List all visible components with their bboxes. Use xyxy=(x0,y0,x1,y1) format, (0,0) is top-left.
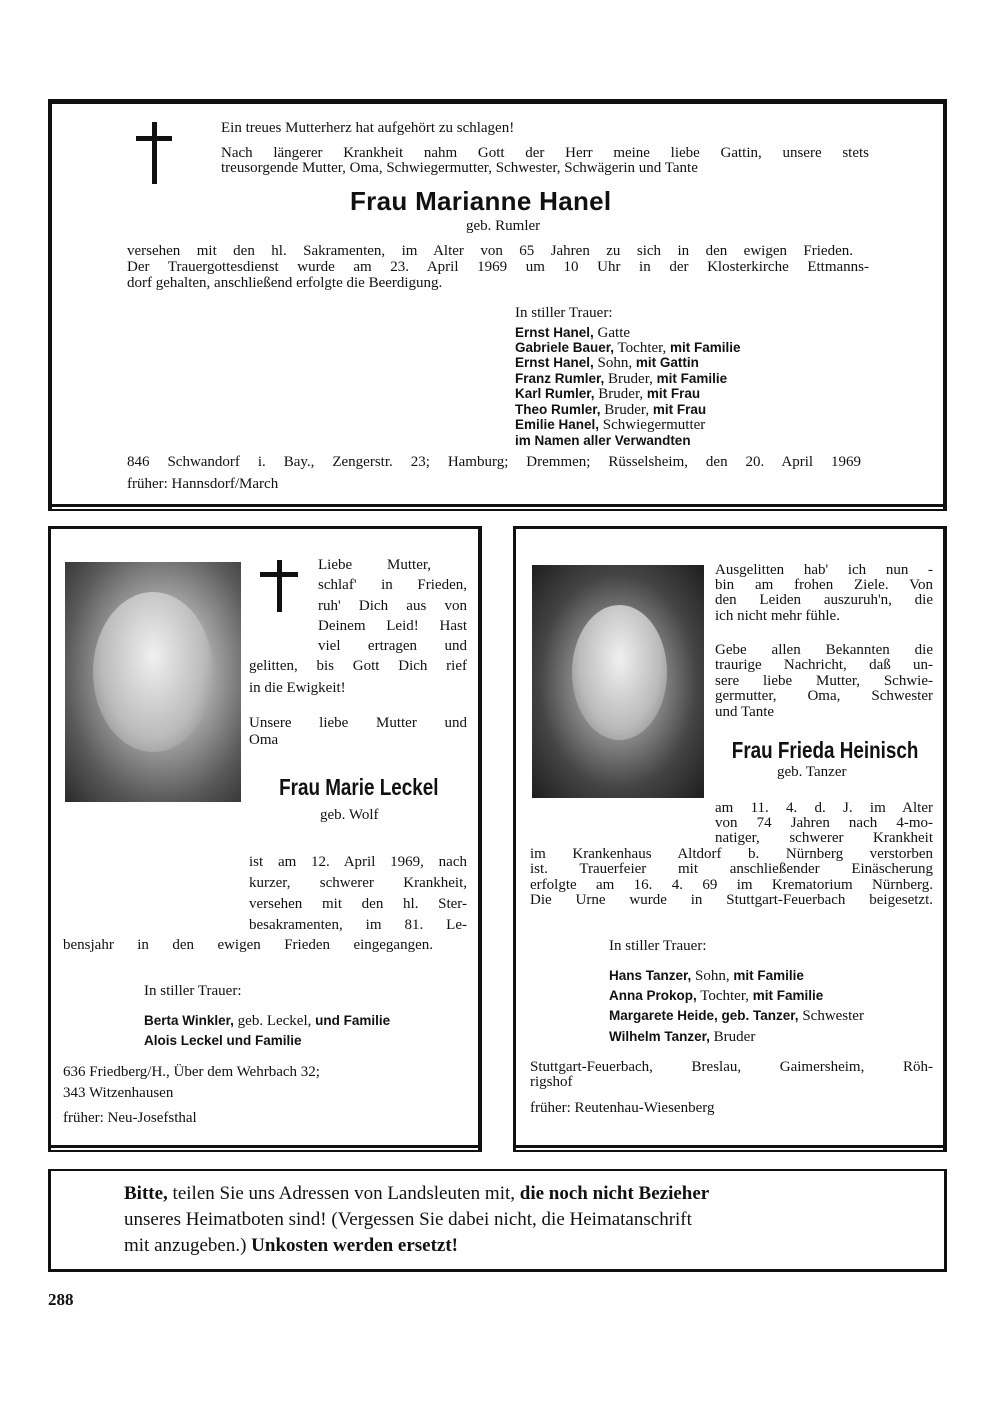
intro-line: Gebe allen Bekannten die xyxy=(715,642,933,658)
bottom-rule xyxy=(48,504,947,507)
mourner: Gabriele Bauer, Tochter, mit Familie xyxy=(515,340,741,356)
intro-line: sere liebe Mutter, Schwie- xyxy=(715,673,933,689)
deceased-name: Frau Frieda Heinisch xyxy=(731,737,919,763)
body-line: im Krankenhaus Altdorf b. Nürnberg verstorben xyxy=(530,846,933,862)
address: 636 Friedberg/H., Über dem Wehrbach 32; xyxy=(63,1064,320,1080)
mourner: Berta Winkler, geb. Leckel, und Familie xyxy=(144,1013,391,1029)
verse-line: den Leiden auszuruh'n, die xyxy=(715,592,933,608)
appeal-line: unseres Heimatboten sind! (Vergessen Sie dabei nicht, die Heimatanschrift xyxy=(124,1209,692,1230)
intro-line: traurige Nachricht, daß un- xyxy=(715,657,933,673)
body-line: besakramenten, im 81. Le- xyxy=(249,917,467,933)
body-line: erfolgte am 16. 4. 69 im Krematorium Nürnberg. xyxy=(530,877,933,893)
address: 846 Schwandorf i. Bay., Zengerstr. 23; Hamburg; Dremmen; Rüsselsheim, den 20. April 1969 xyxy=(127,454,861,470)
mourning-label: In stiller Trauer: xyxy=(515,305,613,321)
address: Stuttgart-Feuerbach, Breslau, Gaimersheim, Röh- xyxy=(530,1059,933,1075)
mourner: Ernst Hanel, Gatte xyxy=(515,325,631,341)
deceased-name: Frau Marianne Hanel xyxy=(350,186,612,216)
verse-line: Liebe Mutter, xyxy=(318,557,431,573)
formerly: früher: Neu-Josefsthal xyxy=(63,1110,197,1126)
portrait-photo xyxy=(65,562,241,802)
mourning-label: In stiller Trauer: xyxy=(144,983,242,999)
address: 343 Witzenhausen xyxy=(63,1085,174,1101)
mourner: Theo Rumler, Bruder, mit Frau xyxy=(515,402,707,418)
body-line: Der Trauergottesdienst wurde am 23. April 1969 um 10 Uhr in der Klosterkirche Ettmanns- xyxy=(127,259,869,275)
mourner: Alois Leckel und Familie xyxy=(144,1033,302,1048)
intro-line: germutter, Oma, Schwester xyxy=(715,688,933,704)
address: rigshof xyxy=(530,1074,573,1090)
maiden-name: geb. Wolf xyxy=(320,807,379,823)
verse-line: ich nicht mehr fühle. xyxy=(715,608,840,624)
body-line: bensjahr in den ewigen Frieden eingegangen. xyxy=(63,937,433,953)
body-line: versehen mit den hl. Ster- xyxy=(249,896,467,912)
verse-line: bin am frohen Ziele. Von xyxy=(715,577,933,593)
deceased-name: Frau Marie Leckel xyxy=(279,774,439,800)
verse-line: gelitten, bis Gott Dich rief xyxy=(249,658,467,674)
mourner: Anna Prokop, Tochter, mit Familie xyxy=(609,988,824,1004)
body-line: Die Urne wurde in Stuttgart-Feuerbach beigesetzt. xyxy=(530,892,933,908)
left-rule xyxy=(48,99,52,509)
mourner: Margarete Heide, geb. Tanzer, Schwester xyxy=(609,1008,864,1024)
verse-line: schlaf' in Frieden, xyxy=(318,577,467,593)
formerly: früher: Reutenhau-Wiesenberg xyxy=(530,1100,715,1116)
text-line: treusorgende Mutter, Oma, Schwiegermutter, Schwester, Schwägerin und Tante xyxy=(221,160,698,176)
intro-line: Ein treues Mutterherz hat aufgehört zu schlagen! xyxy=(221,120,515,136)
verse-line: Deinem Leid! Hast xyxy=(318,618,467,634)
body-line: dorf gehalten, anschließend erfolgte die Beerdigung. xyxy=(127,275,443,291)
body-line: natiger, schwerer Krankheit xyxy=(715,830,933,846)
mourner: Karl Rumler, Bruder, mit Frau xyxy=(515,386,701,402)
intro-line: und Tante xyxy=(715,704,775,720)
mourning-label: In stiller Trauer: xyxy=(609,938,707,954)
maiden-name: geb. Rumler xyxy=(466,218,541,234)
verse-line: in die Ewigkeit! xyxy=(249,680,346,696)
maiden-name: geb. Tanzer xyxy=(777,764,847,780)
body-line: von 74 Jahren nach 4-mo- xyxy=(715,815,933,831)
portrait-photo xyxy=(532,565,704,798)
body-line: ist am 12. April 1969, nach xyxy=(249,854,467,870)
appeal-line: mit anzugeben.) Unkosten werden ersetzt! xyxy=(124,1235,458,1256)
bottom-rule-2 xyxy=(48,509,947,511)
mourner: im Namen aller Verwandten xyxy=(515,433,691,448)
intro-line: Unsere liebe Mutter und xyxy=(249,715,467,731)
text-line: Nach längerer Krankheit nahm Gott der Herr meine liebe Gattin, unsere stets xyxy=(221,145,869,161)
body-line: kurzer, schwerer Krankheit, xyxy=(249,875,467,891)
mourner: Emilie Hanel, Schwiegermutter xyxy=(515,417,706,433)
mourner: Ernst Hanel, Sohn, mit Gattin xyxy=(515,355,699,371)
formerly: früher: Hannsdorf/March xyxy=(127,476,279,492)
mourner: Franz Rumler, Bruder, mit Familie xyxy=(515,371,728,387)
verse-line: viel ertragen und xyxy=(318,638,467,654)
verse-line: Ausgelitten hab' ich nun - xyxy=(715,562,933,578)
right-rule xyxy=(943,99,947,509)
mourner: Hans Tanzer, Sohn, mit Familie xyxy=(609,968,804,984)
body-line: am 11. 4. d. J. im Alter xyxy=(715,800,933,816)
top-rule xyxy=(48,99,947,104)
appeal-line: Bitte, teilen Sie uns Adressen von Landsleuten mit, die noch nicht Bezieher xyxy=(124,1183,710,1204)
intro-line: Oma xyxy=(249,732,279,748)
verse-line: ruh' Dich aus von xyxy=(318,598,467,614)
body-line: versehen mit den hl. Sakramenten, im Alter von 65 Jahren zu sich in den ewigen Frieden. xyxy=(127,243,853,259)
body-line: ist. Trauerfeier mit anschließender Einäscherung xyxy=(530,861,933,877)
page-number: 288 xyxy=(48,1290,74,1309)
mourner: Wilhelm Tanzer, Bruder xyxy=(609,1029,756,1045)
